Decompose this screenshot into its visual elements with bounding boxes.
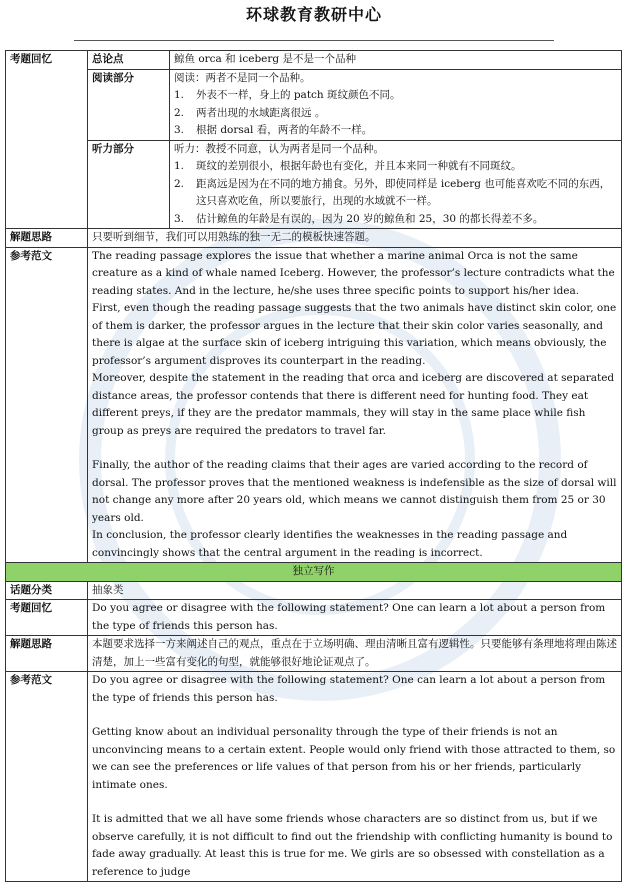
ind-approach-text: 本题要求选择一方来阐述自己的观点，重点在于立场明确、理由清晰且富有逻辑性。只要能够有条理地将理由陈述清楚，加上一些富有变化的句型，就能够很好地论证观点了。: [88, 636, 622, 672]
approach-row: [6, 229, 622, 248]
essay-paragraph: In conclusion, the professor clearly identifies the weaknesses in the reading passage and convincingly shows that the central argument in the reading is incorrect.: [92, 529, 568, 559]
essay-label: 参考范文: [6, 247, 88, 563]
essay-blank-line: [92, 794, 617, 811]
list-item: 1. 外表不一样，身上的 patch 斑纹颜色不同。: [174, 89, 401, 101]
category-label: 话题分类: [6, 581, 88, 600]
essay-paragraph: Do you agree or disagree with the following statement? One can learn a lot about a person from the type of friends this person has.: [92, 674, 606, 704]
ind-essay-label: 参考范文: [6, 672, 88, 882]
category-text: 抽象类: [88, 581, 622, 600]
list-item: 3. 根据 dorsal 看，两者的年龄不一样。: [174, 124, 373, 136]
ind-approach-label: 解题思路: [6, 636, 88, 672]
list-item: 3. 估计鲸鱼的年龄是有误的，因为 20 岁的鲸鱼和 25，30 的都长得差不多。: [174, 212, 544, 225]
summary-text: 鲸鱼 orca 和 iceberg 是不是一个品种: [170, 51, 622, 70]
category-row: [6, 581, 622, 600]
ind-approach-row: [6, 636, 622, 672]
listening-intro: 听力：教授不同意，认为两者是同一个品种。: [174, 142, 384, 155]
summary-row: [6, 51, 622, 70]
essay-paragraph: Finally, the author of the reading claims that their ages are varied according to the record of dorsal. The professor proves that the mentioned weakness is indefensible as the size of dorsal will not change any more after 20 years old, which means we cannot distinguish them from 25 or 30 years old.: [92, 459, 617, 524]
essay-blank-line: [92, 440, 617, 457]
reading-label: 阅读部分: [88, 69, 170, 140]
essay-paragraph: Getting know about an individual personality through the type of their friends is not an unconvincing means to a certain extent. People would only friend with those attracted to them, so we can see the preferences or life values of that person from his or her friends, particularly intimate ones.: [92, 726, 616, 791]
essay-row: [6, 247, 622, 563]
essay-paragraph: The reading passage explores the issue that whether a marine animal Orca is not the same creature as a kind of whale named Iceberg. However, the professor’s lecture contradicts what the reading states. And in the lecture, he/she uses three specific points to support his/her idea.: [92, 249, 615, 297]
essay-blank-line: [92, 707, 617, 724]
header-title: 环球教育教研中心: [245, 5, 382, 24]
reading-intro: 阅读：两者不是同一个品种。: [174, 71, 311, 84]
reading-cell: [170, 69, 622, 140]
essay-paragraph: First, even though the reading passage suggests that the two animals have distinct skin color, one of them is darker, the professor argues in the lecture that their skin color varies seasonally, and there is algae at the surface skin of iceberg intriguing this variation, which means obviously, the professor’s argument disproves its counterpart in the reading.: [92, 302, 617, 367]
ind-recall-label: 考题回忆: [6, 600, 88, 636]
list-item: 1. 斑纹的差别很小，根据年龄也有变化，并且本来同一种就有不同斑纹。: [174, 160, 522, 172]
section-title: 独立写作: [6, 563, 622, 582]
section-header-row: [6, 563, 622, 582]
essay-paragraph: It is admitted that we all have some friends whose characters are so distinct from us, but if we observe carefully, it is not difficult to find out the friendship with conflicting humanity is bound to fade away gradually. At least this is true for me. We girls are so obsessed with constellation as a reference to judge: [92, 813, 613, 878]
content-table: [5, 50, 622, 882]
list-item: 2. 两者出现的水域距离很远 。: [174, 106, 326, 119]
ind-recall-text: Do you agree or disagree with the following statement? One can learn a lot about a person from the type of friends this person has.: [88, 600, 622, 636]
ind-essay-cell: [88, 672, 622, 882]
listening-cell: [170, 140, 622, 229]
ind-essay-row: [6, 672, 622, 882]
essay-cell: [88, 247, 622, 563]
listening-label: 听力部分: [88, 140, 170, 229]
reading-row: [6, 69, 622, 140]
listening-row: [6, 140, 622, 229]
page-header: [0, 0, 628, 44]
approach-text: 只要听到细节，我们可以用熟练的独一无二的模板快速答题。: [88, 229, 622, 248]
essay-paragraph: Moreover, despite the statement in the reading that orca and iceberg are discovered at separated distance areas, the professor contends that there is different need for hunting food. They eat different preys, if they are the predator mammals, they will stay in the same place while fish group as preys are required the predators to travel far.: [92, 372, 615, 437]
ind-recall-row: [6, 600, 622, 636]
list-item: 2. 距离远是因为在不同的地方捕食。另外，即使同样是 iceberg 也可能喜欢吃不同的东西，这只喜欢吃鱼，所以要旅行，出现的水域就不一样。: [174, 177, 611, 207]
summary-label: 总论点: [88, 51, 170, 70]
recall-label: 考题回忆: [6, 51, 88, 229]
header-divider: [74, 40, 554, 41]
approach-label: 解题思路: [6, 229, 88, 248]
